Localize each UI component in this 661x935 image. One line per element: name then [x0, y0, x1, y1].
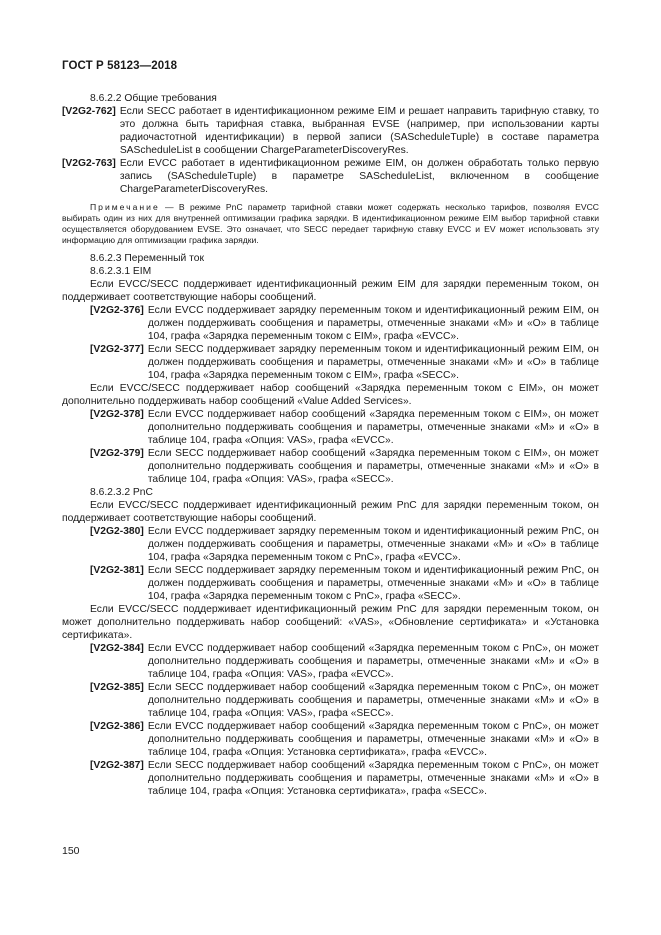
requirement-text: Если SECC поддерживает зарядку переменным током и идентификационный режим EIM, он должен поддерживать сообщения и параметры, отмеченные знаками «M» и «O» в таблице 104, графа «Зарядка переменным током с EIM», графа «SECC». — [147, 344, 599, 381]
requirement-387 — [62, 759, 599, 798]
requirement-text: Если EVCC поддерживает набор сообщений «Зарядка переменным током с PnC», он может дополнительно поддерживать сообщения и параметры, отмеченные знаками «M» и «O» в таблице 104, графа «Опция: VAS», графа «EVCC». — [147, 643, 599, 680]
requirement-text: Если EVCC поддерживает зарядку переменным током и идентификационный режим PnC, он должен поддерживать сообщения и параметры, отмеченные знаками «M» и «O» в таблице 104, графа «Зарядка переменным током с PnC», графа «EVCC». — [147, 526, 599, 563]
paragraph-pnc-1: Если EVCC/SECC поддерживает идентификационный режим PnC для зарядки переменным током, он поддерживает соответствующие наборы сообщений. — [62, 500, 599, 524]
requirement-381 — [62, 564, 599, 603]
page-number: 150 — [62, 845, 80, 857]
requirement-text: Если EVCC поддерживает набор сообщений «Зарядка переменным током с PnC», он может дополнительно поддерживать сообщения и параметры, отмеченные знаками «M» и «O» в таблице 104, графа «Опция: Установка сертификата», графа «EVCC». — [147, 721, 599, 758]
requirement-386 — [62, 720, 599, 759]
requirement-code: [V2G2-763] — [62, 158, 116, 169]
note-paragraph — [62, 202, 599, 246]
requirement-380 — [62, 525, 599, 564]
paragraph-pnc-2: Если EVCC/SECC поддерживает идентификационный режим PnC для зарядки переменным током, он может дополнительно поддерживать набор сообщений: «VAS», «Обновление сертификата» и «Установка сертификата». — [62, 604, 599, 641]
note-label: Примечание — [90, 202, 160, 212]
requirement-text: Если EVCC работает в идентификационном режиме EIM, он должен обработать только первую запись (SAScheduleTuple) в параметре SAScheduleList, включенном в сообщение ChargeParameterDiscoveryRes. — [119, 158, 599, 195]
requirement-text: Если SECC поддерживает зарядку переменным током и идентификационный режим PnC, он должен поддерживать сообщения и параметры, отмеченные знаками «M» и «O» в таблице 104, графа «Зарядка переменным током с PnC», графа «SECC». — [147, 565, 599, 602]
section-heading-8-6-2-3-2: 8.6.2.3.2 PnC — [90, 487, 153, 498]
section-heading-8-6-2-2: 8.6.2.2 Общие требования — [90, 93, 217, 104]
requirement-code: [V2G2-379] — [90, 448, 144, 459]
paragraph-eim-1: Если EVCC/SECC поддерживает идентификационный режим EIM для зарядки переменным током, он поддерживает соответствующие наборы сообщений. — [62, 279, 599, 303]
section-heading-8-6-2-3: 8.6.2.3 Переменный ток — [90, 253, 204, 264]
requirement-code: [V2G2-381] — [90, 565, 144, 576]
document-body — [62, 92, 599, 798]
requirement-text: Если EVCC поддерживает зарядку переменным током и идентификационный режим EIM, он должен поддерживать сообщения и параметры, отмеченные знаками «M» и «O» в таблице 104, графа «Зарядка переменным током с EIM», графа «EVCC». — [147, 305, 599, 342]
requirement-text: Если EVCC поддерживает набор сообщений «Зарядка переменным током с EIM», он может дополнительно поддерживать сообщения и параметры, отмеченные знаками «M» и «O» в таблице 104, графа «Опция: VAS», графа «EVCC». — [147, 409, 599, 446]
requirement-384 — [62, 642, 599, 681]
requirement-text: Если SECC поддерживает набор сообщений «Зарядка переменным током с EIM», он может дополнительно поддерживать сообщения и параметры, отмеченные знаками «M» и «O» в таблице 104, графа «Опция: VAS», графа «SECC». — [147, 448, 599, 485]
requirement-377 — [62, 343, 599, 382]
paragraph-eim-2: Если EVCC/SECC поддерживает набор сообщений «Зарядка переменным током с EIM», он может дополнительно поддерживать набор сообщений «Value Added Services». — [62, 383, 599, 407]
requirement-code: [V2G2-385] — [90, 682, 144, 693]
requirement-762 — [62, 105, 599, 157]
requirement-763 — [62, 157, 599, 196]
requirement-code: [V2G2-376] — [90, 305, 144, 316]
requirement-379 — [62, 447, 599, 486]
requirement-code: [V2G2-387] — [90, 760, 144, 771]
requirement-text: Если SECC поддерживает набор сообщений «Зарядка переменным током с PnC», он может дополнительно поддерживать сообщения и параметры, отмеченные знаками «M» и «O» в таблице 104, графа «Опция: Установка сертификата», графа «SECC». — [147, 760, 599, 797]
requirement-code: [V2G2-378] — [90, 409, 144, 420]
note-text: — В режиме PnC параметр тарифной ставки может содержать несколько тарифов, позволяя EVCC выбирать один из них для внутренней оптимизации графика зарядки. В идентификационном режиме EIM выбор тарифной ставки осуществляется оборудованием EVSE. Это означает, что SECC передает тарифную ставку EVCC и EV может использовать эту информацию для оптимизации графика зарядки. — [62, 202, 599, 245]
requirement-text: Если SECC работает в идентификационном режиме EIM и решает направить тарифную ставку, то это должна быть тарифная ставка, выбранная EVSE (например, при использовании карты радиочастотной идентификации) в первой записи (SAScheduleTuple) в составе параметра SAScheduleList в сообщении ChargeParameterDiscoveryRes. — [119, 106, 599, 156]
requirement-385 — [62, 681, 599, 720]
requirement-376 — [62, 304, 599, 343]
requirement-text: Если SECC поддерживает набор сообщений «Зарядка переменным током с PnC», он может дополнительно поддерживать сообщения и параметры, отмеченные знаками «M» и «O» в таблице 104, графа «Опция: VAS», графа «SECC». — [147, 682, 599, 719]
requirement-378 — [62, 408, 599, 447]
requirement-code: [V2G2-377] — [90, 344, 144, 355]
requirement-code: [V2G2-386] — [90, 721, 144, 732]
requirement-code: [V2G2-762] — [62, 106, 116, 117]
section-heading-8-6-2-3-1: 8.6.2.3.1 EIM — [90, 266, 152, 277]
requirement-code: [V2G2-384] — [90, 643, 144, 654]
document-header: ГОСТ Р 58123—2018 — [62, 60, 178, 72]
requirement-code: [V2G2-380] — [90, 526, 144, 537]
